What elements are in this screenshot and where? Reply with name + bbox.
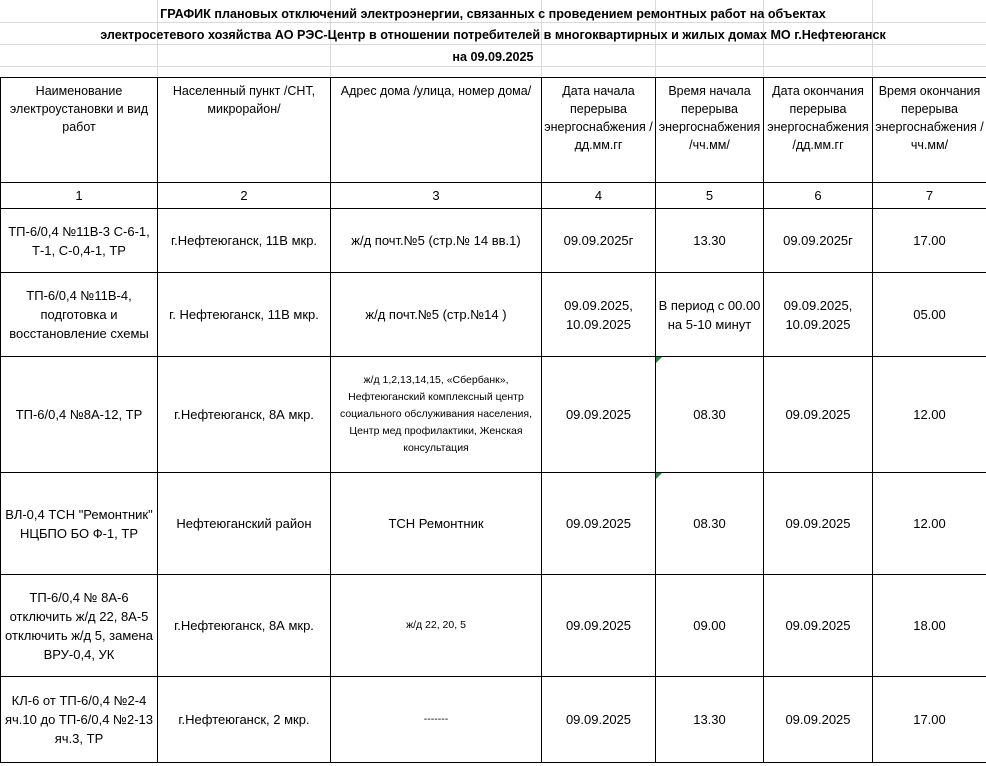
- end-time-cell: 17.00: [873, 209, 986, 273]
- title-line-3: на 09.09.2025: [452, 50, 534, 64]
- equipment-cell: КЛ-6 от ТП-6/0,4 №2-4 яч.10 до ТП-6/0,4 №2-13 яч.3, ТР: [1, 677, 158, 763]
- column-number: 1: [1, 183, 158, 209]
- start-time-cell: 09.00: [656, 575, 764, 677]
- start-time-cell: 13.30: [656, 209, 764, 273]
- table-row: [1, 209, 986, 273]
- column-number: 4: [542, 183, 656, 209]
- end-date-cell: 09.09.2025: [764, 357, 873, 473]
- title-line-1: ГРАФИК плановых отключений электроэнергии, связанных с проведением ремонтных работ на объектах: [160, 7, 826, 21]
- address-cell: ж/д почт.№5 (стр.№14 ): [331, 273, 542, 357]
- end-date-cell: 09.09.2025, 10.09.2025: [764, 273, 873, 357]
- end-date-cell: 09.09.2025: [764, 473, 873, 575]
- end-time-cell: 05.00: [873, 273, 986, 357]
- locality-cell: г.Нефтеюганск, 11В мкр.: [158, 209, 331, 273]
- start-time-cell: 08.30: [656, 357, 764, 473]
- end-date-cell: 09.09.2025г: [764, 209, 873, 273]
- address-cell: -------: [331, 677, 542, 763]
- table-row: [1, 357, 986, 473]
- equipment-cell: ТП-6/0,4 № 8А-6 отключить ж/д 22, 8А-5 отключить ж/д 5, замена ВРУ-0,4, УК: [1, 575, 158, 677]
- start-time-cell: 13.30: [656, 677, 764, 763]
- start-date-cell: 09.09.2025: [542, 473, 656, 575]
- start-date-cell: 09.09.2025: [542, 677, 656, 763]
- locality-cell: г.Нефтеюганск, 2 мкр.: [158, 677, 331, 763]
- header-end-time: Время окончания перерыва энергоснабжения /чч.мм/: [873, 78, 986, 183]
- column-number: 5: [656, 183, 764, 209]
- end-time-cell: 12.00: [873, 357, 986, 473]
- header-end-date: Дата окончания перерыва энергоснабжения /дд.мм.гг: [764, 78, 873, 183]
- column-number: 6: [764, 183, 873, 209]
- equipment-cell: ТП-6/0,4 №11В-4, подготовка и восстановление схемы: [1, 273, 158, 357]
- column-number-row: [1, 183, 986, 209]
- column-number: 2: [158, 183, 331, 209]
- end-time-cell: 18.00: [873, 575, 986, 677]
- end-date-cell: 09.09.2025: [764, 575, 873, 677]
- start-time-cell: 08.30: [656, 473, 764, 575]
- column-number: 3: [331, 183, 542, 209]
- column-number: 7: [873, 183, 986, 209]
- title-area: [0, 0, 986, 76]
- header-locality: Населенный пункт /СНТ, микрорайон/: [158, 78, 331, 183]
- start-date-cell: 09.09.2025: [542, 575, 656, 677]
- header-start-time: Время начала перерыва энергоснабжения /чч.мм/: [656, 78, 764, 183]
- start-date-cell: 09.09.2025: [542, 357, 656, 473]
- end-time-cell: 12.00: [873, 473, 986, 575]
- header-row: [1, 78, 986, 183]
- start-date-cell: 09.09.2025г: [542, 209, 656, 273]
- equipment-cell: ТП-6/0,4 №11В-3 С-6-1, Т-1, С-0,4-1, ТР: [1, 209, 158, 273]
- start-time-cell: В период с 00.00 на 5-10 минут: [656, 273, 764, 357]
- table-row: [1, 677, 986, 763]
- equipment-cell: ТП-6/0,4 №8А-12, ТР: [1, 357, 158, 473]
- schedule-table: [0, 77, 986, 763]
- address-cell: ж/д почт.№5 (стр.№ 14 вв.1): [331, 209, 542, 273]
- locality-cell: г.Нефтеюганск, 8А мкр.: [158, 575, 331, 677]
- end-date-cell: 09.09.2025: [764, 677, 873, 763]
- locality-cell: г.Нефтеюганск, 8А мкр.: [158, 357, 331, 473]
- title-line-2: электросетевого хозяйства АО РЭС-Центр в отношении потребителей в многоквартирных и жилых домах МО г.Нефтеюганск: [100, 28, 886, 42]
- address-cell: ж/д 22, 20, 5: [331, 575, 542, 677]
- table-row: [1, 473, 986, 575]
- locality-cell: г. Нефтеюганск, 11В мкр.: [158, 273, 331, 357]
- start-date-cell: 09.09.2025, 10.09.2025: [542, 273, 656, 357]
- end-time-cell: 17.00: [873, 677, 986, 763]
- address-cell: ТСН Ремонтник: [331, 473, 542, 575]
- header-start-date: Дата начала перерыва энергоснабжения /дд.мм.гг: [542, 78, 656, 183]
- address-cell: ж/д 1,2,13,14,15, «Сбербанк», Нефтеюганский комплексный центр социального обслуживания населения, Центр мед профилактики, Женская консультация: [331, 357, 542, 473]
- header-equipment: Наименование электроустановки и вид работ: [1, 78, 158, 183]
- header-address: Адрес дома /улица, номер дома/: [331, 78, 542, 183]
- table-row: [1, 575, 986, 677]
- locality-cell: Нефтеюганский район: [158, 473, 331, 575]
- table-row: [1, 273, 986, 357]
- equipment-cell: ВЛ-0,4 ТСН "Ремонтник" НЦБПО БО Ф-1, ТР: [1, 473, 158, 575]
